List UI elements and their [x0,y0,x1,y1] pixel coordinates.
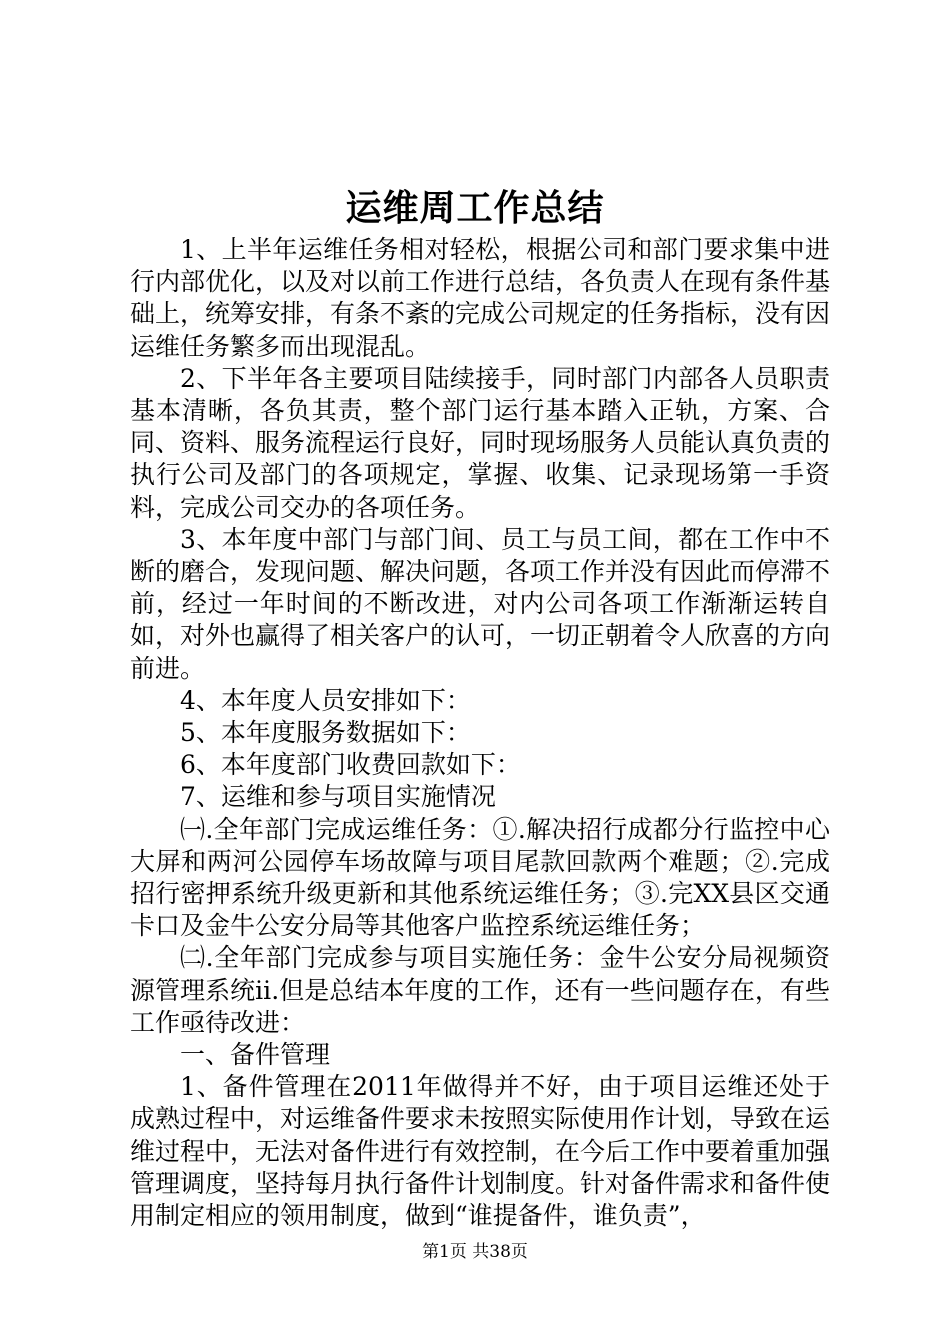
section-heading-spare-parts: 一、备件管理 [180,1040,331,1070]
page-number-footer: 第1页 共38页 [422,1242,528,1262]
paragraph-2: 2、下半年各主要项目陆续接手，同时部门内部各人员职责基本清晰，各负其责，整个部门运行基本踏入正轨，方案、合同、资料、服务流程运行良好，同时现场服务人员能认真负责的执行公司及部门的各项规定，掌握、收集、记录现场第一手资料，完成公司交办的各项任务。 [130,363,831,522]
document-title: 运维周工作总结 [345,187,605,229]
paragraph-7: 7、运维和参与项目实施情况 [180,782,496,812]
paragraph-3: 3、本年度中部门与部门间、员工与员工间，都在工作中不断的磨合，发现问题、解决问题，各项工作并没有因此而停滞不前，经过一年时间的不断改进，对内公司各项工作渐渐运转自如，对外也赢得了相关客户的认可，一切正朝着令人欣喜的方向前进。 [130,524,831,683]
paragraph-8: ㈠.全年部门完成运维任务：①.解决招行成都分行监控中心大屏和两河公园停车场故障与项目尾款回款两个难题；②.完成招行密押系统升级更新和其他系统运维任务；③.完XX县区交通卡口及金牛公安分局等其他客户监控系统运维任务； [130,814,830,941]
paragraph-9: ㈡.全年部门完成参与项目实施任务：金牛公安分局视频资源管理系统ⅱ.但是总结本年度的工作，还有一些问题存在，有些工作亟待改进： [130,943,830,1037]
document-body [130,234,830,1232]
paragraph-6: 6、本年度部门收费回款如下： [180,750,521,780]
paragraph-11: 1、备件管理在2011年做得并不好，由于项目运维还处于成熟过程中，对运维备件要求未按照实际使用作计划，导致在运维过程中，无法对备件进行有效控制，在今后工作中要着重加强管理调度，坚持每月执行备件计划制度。针对备件需求和备件使用制定相应的领用制度，做到“谁提备件，谁负责”， [130,1072,831,1231]
paragraph-4: 4、本年度人员安排如下： [180,685,471,715]
paragraph-5: 5、本年度服务数据如下： [180,718,471,748]
paragraph-1: 1、上半年运维任务相对轻松，根据公司和部门要求集中进行内部优化，以及对以前工作进行总结，各负责人在现有条件基础上，统筹安排，有条不紊的完成公司规定的任务指标，没有因运维任务繁多而出现混乱。 [130,235,831,361]
